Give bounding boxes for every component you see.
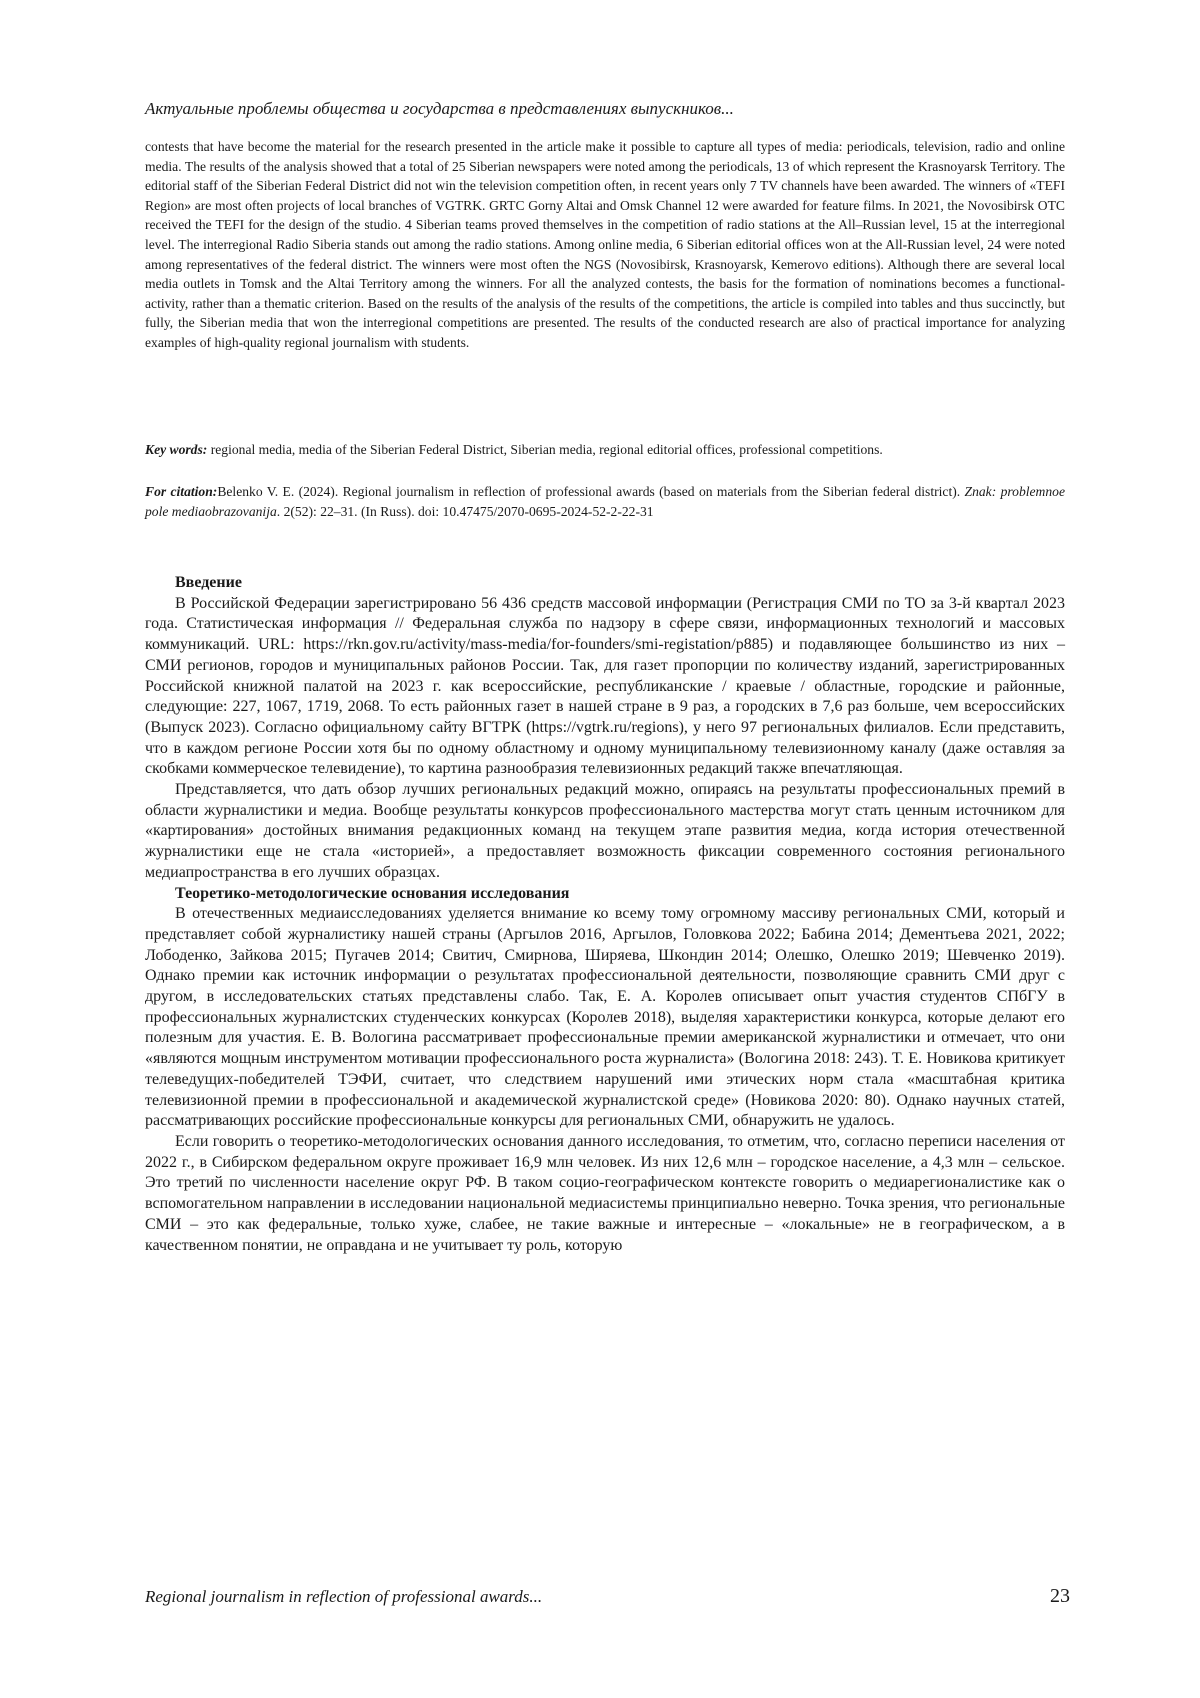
citation-label: For citation: xyxy=(145,484,218,499)
keywords-text: regional media, media of the Siberian Federal District, Siberian media, regional editorial offices, professional competitions. xyxy=(207,442,883,457)
citation-details: . 2(52): 22–31. (In Russ). doi: 10.47475/2070-0695-2024-52-2-22-31 xyxy=(276,504,654,519)
section-heading-introduction: Введение xyxy=(175,574,242,591)
citation-journal: Znak: problemnoe pole mediaobrazovanija xyxy=(145,484,1066,519)
running-footer: Regional journalism in reflection of professional awards... xyxy=(145,1587,543,1606)
keywords-label: Key words: xyxy=(145,442,208,457)
section-heading-theory: Теоретико-методологические основания исследования xyxy=(175,884,570,902)
abstract-text: contests that have become the material for the research presented in the article make it possible to capture all types of media: periodicals, television, radio and online media. The results of the analysis showed that a total of 25 Siberian newspapers were noted among the periodicals, 13 of which represent the Krasnoyarsk Territory. The editorial staff of the Siberian Federal District did not win the television competition often, in recent years only 7 TV channels have been awarded. The winners of «TEFI Region» are most often projects of local branches of VGTRK. GRTC Gorny Altai and Omsk Channel 12 were awarded for feature films. In 2021, the Novosibirsk OTC received the TEFI for the design of the studio. 4 Siberian teams proved themselves in the competition of radio stations at the All–Russian level, 15 at the interregional level. The interregional Radio Siberia stands out among the radio stations. Among online media, 6 Siberian editorial offices won at the All-Russian level, 24 were noted among representatives of the federal district. The winners were most often the NGS (Novosibirsk, Krasnoyarsk, Kemerovo editions). Although there are several local media outlets in Tomsk and the Altai Territory among the winners. For all the analyzed contests, the basis for the formation of nominations becomes a functional-activity, rather than a thematic criterion. Based on the results of the analysis of the results of the competitions, the article is compiled into tables and thus succinctly, but fully, the Siberian media that won the interregional competitions are presented. The results of the conducted research are also of practical importance for analyzing examples of high-quality regional journalism with students. xyxy=(145,139,1065,350)
keywords xyxy=(145,440,1065,460)
paragraph-intro-2: Представляется, что дать обзор лучших региональных редакций можно, опираясь на результаты профессиональных премий в области журналистики и медиа. Вообще результаты конкурсов профессионального мастерства могут стать ценным источником для «картирования» достойных внимания редакционных команд на текущем этапе развития медиа, когда история отечественной журналистики еще не стала «историей», а предоставляет возможность фиксации современного состояния регионального медиапространства в его лучших образцах. xyxy=(145,781,1065,881)
citation xyxy=(145,482,1065,522)
article-body xyxy=(145,573,1065,1256)
paragraph-theory-1: В отечественных медиаисследованиях уделяется внимание ко всему тому огромному массиву региональных СМИ, который и представляет собой журналистику нашей страны (Аргылов 2016, Аргылов, Головкова 2022; Бабина 2014; Дементьева 2021, 2022; Лободенко, Зайкова 2015; Пугачев 2014; Свитич, Смирнова, Ширяева, Шкондин 2014; Олешко, Олешко 2019; Шевченко 2019). Однако премии как источник информации о результатах профессиональной деятельности, позволяющие сравнить СМИ друг с другом, в исследовательских статьях представлены слабо. Так, Е. А. Королев описывает опыт участия студентов СПбГУ в профессиональных журналистских студенческих конкурсах (Королев 2018), выделяя характеристики конкурса, которые делают его полезным для участия. Е. В. Вологина рассматривает профессиональные премии американской журналистики и отмечает, что они «являются мощным инструментом мотивации профессионального роста журналиста» (Вологина 2018: 243). Т. Е. Новикова критикует телеведущих-победителей ТЭФИ, считает, что следствием нарушений ими этических норм стала «масштабная критика телевизионной премии в профессиональной и академической журналистской среде» (Новикова 2020: 80). Однако научных статей, рассматривающих российские профессиональные конкурсы для региональных СМИ, обнаружить не удалось. xyxy=(145,905,1065,1130)
citation-text: Belenko V. E. (2024). Regional journalism in reflection of professional awards (based on materials from the Siberian federal district). xyxy=(217,484,965,499)
paragraph-intro-1: В Российской Федерации зарегистрировано 56 436 средств массовой информации (Регистрация СМИ по ТО за 3-й квартал 2023 года. Статистическая информация // Федеральная служба по надзору в сфере связи, информационных технологий и массовых коммуникаций. URL: https://rkn.gov.ru/activity/mass-media/for-founders/smi-registation/p885) и подавляющее большинство из них – СМИ регионов, городов и муниципальных районов России. Так, для газет пропорции по количеству изданий, зарегистрированных Российской книжной палатой на 2023 г. как всероссийские, республиканские / краевые / областные, городские и районные, следующие: 227, 1067, 1719, 2068. То есть районных газет в нашей стране в 9 раз, а городских в 7,6 раз больше, чем всероссийских (Выпуск 2023). Согласно официальному сайту ВГТРК (https://vgtrk.ru/regions), у него 97 региональных филиалов. Если представить, что в каждом регионе России хотя бы по одному областному и одному муниципальному телевизионному каналу (даже оставляя за скобками коммерческое телевидение), то картина разнообразия телевизионных редакций также впечатляющая. xyxy=(145,594,1065,778)
page-number: 23 xyxy=(1050,1585,1070,1607)
running-header: Актуальные проблемы общества и государства в представлениях выпускников... xyxy=(145,99,734,118)
paragraph-theory-2: Если говорить о теоретико-методологических основания данного исследования, то отметим, что, согласно переписи населения от 2022 г., в Сибирском федеральном округе проживает 16,9 млн человек. Из них 12,6 млн – городское население, а 4,3 млн – сельское. Это третий по численности население округ РФ. В таком социо-географическом контексте говорить о медиарегионалистике как о вспомогательном направлении в исследовании национальной медиасистемы принципиально неверно. Точка зрения, что региональные СМИ – это как федеральные, только хуже, слабее, не такие важные и интересные – «локальные» не в географическом, а в качественном понятии, не оправдана и не учитывает ту роль, которую xyxy=(145,1132,1065,1254)
